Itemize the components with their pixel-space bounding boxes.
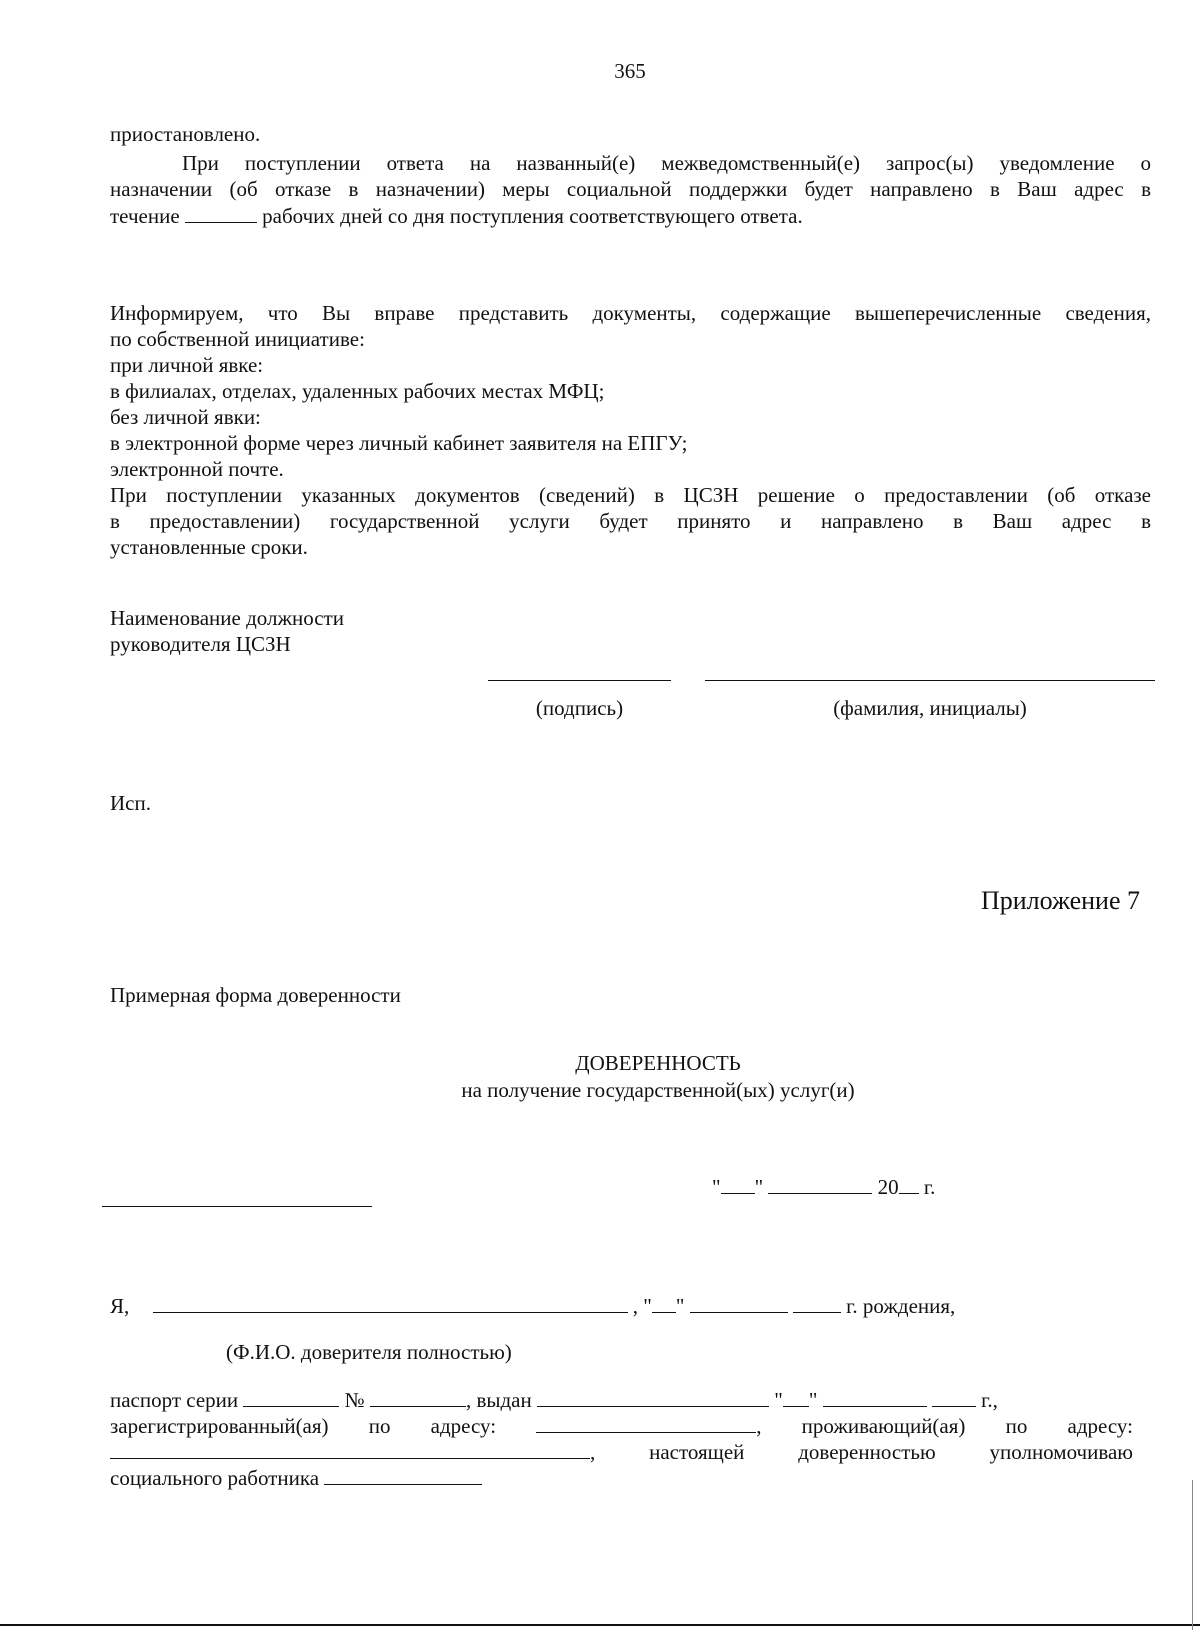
number-label: № <box>344 1388 365 1412</box>
registered-comma: , <box>756 1414 762 1438</box>
issued-by-blank[interactable] <box>537 1386 769 1407</box>
inform-line7: электронной почте. <box>110 457 284 481</box>
date-month-blank[interactable] <box>768 1173 872 1194</box>
scan-bottom-edge <box>0 1624 1200 1626</box>
principal-fio-blank[interactable] <box>153 1292 628 1313</box>
appendix-title: Приложение 7 <box>980 886 1140 915</box>
living-po: по <box>1005 1414 1028 1438</box>
authorize-word-3: уполномочиваю <box>989 1440 1133 1464</box>
date-quote-close: " <box>754 1175 764 1199</box>
inform-line5: без личной явки: <box>110 405 261 429</box>
birth-quote-close: " <box>675 1294 685 1318</box>
position-line1: Наименование должности <box>110 606 344 630</box>
inform-line1: Информируем, что Вы вправе представить документы, содержащие вышеперечисленные сведения, <box>110 301 1151 325</box>
name-line[interactable] <box>705 680 1155 681</box>
living-address-label: адресу: <box>1067 1414 1133 1438</box>
notice-para1-line1: При поступлении ответа на названный(е) межведомственный(е) запрос(ы) уведомление о <box>182 151 1151 175</box>
authorize-line <box>110 1438 1133 1465</box>
scan-right-edge <box>1192 1480 1193 1630</box>
notice-para1-line3-b: рабочих дней со дня поступления соответствующего ответа. <box>262 204 803 228</box>
birth-quote-open: " <box>643 1294 652 1318</box>
registered-address-blank[interactable] <box>536 1412 756 1433</box>
passport-line <box>110 1386 1133 1413</box>
social-worker-blank[interactable] <box>324 1464 482 1485</box>
living-comma: , <box>590 1440 596 1464</box>
executor-label: Исп. <box>110 791 151 815</box>
place-line[interactable] <box>102 1206 372 1207</box>
issue-year-abbr: г., <box>981 1388 998 1412</box>
issued-label: , выдан <box>465 1388 532 1412</box>
issue-month-blank[interactable] <box>823 1386 927 1407</box>
notice-para1-line3 <box>110 202 1151 229</box>
birth-month-blank[interactable] <box>690 1292 788 1313</box>
date-year-prefix: 20 <box>877 1175 899 1199</box>
social-worker-line <box>110 1464 482 1491</box>
inform-line6: в электронной форме через личный кабинет заявителя на ЕПГУ; <box>110 431 688 455</box>
doc-subtitle: на получение государственной(ых) услуг(и) <box>461 1078 855 1102</box>
birth-day-blank[interactable] <box>652 1292 676 1313</box>
social-worker-label: социального работника <box>110 1466 320 1490</box>
position-line2: руководителя ЦСЗН <box>110 632 291 656</box>
principal-line <box>110 1292 955 1319</box>
page-number: 365 <box>614 59 646 83</box>
name-caption: (фамилия, инициалы) <box>833 696 1027 720</box>
passport-number-blank[interactable] <box>370 1386 466 1407</box>
date-year-suffix: г. <box>923 1175 936 1199</box>
date-quote-open: " <box>712 1175 721 1199</box>
notice-line1: приостановлено. <box>110 122 261 146</box>
registered-po: по <box>368 1414 391 1438</box>
form-name: Примерная форма доверенности <box>110 983 401 1007</box>
doc-title: ДОВЕРЕННОСТЬ <box>575 1051 741 1075</box>
registered-address-label: адресу: <box>430 1414 497 1438</box>
passport-label: паспорт серии <box>110 1388 239 1412</box>
signature-line[interactable] <box>488 680 671 681</box>
living-label: проживающий(ая) <box>801 1414 966 1438</box>
passport-series-blank[interactable] <box>243 1386 339 1407</box>
issue-day-blank[interactable] <box>783 1386 809 1407</box>
address-line <box>110 1412 1133 1439</box>
living-address-blank[interactable] <box>110 1438 590 1459</box>
issue-quote-close: " <box>808 1388 818 1412</box>
issue-year-blank[interactable] <box>932 1386 976 1407</box>
registered-label: зарегистрированный(ая) <box>110 1414 329 1438</box>
birth-comma: , <box>632 1294 639 1318</box>
birth-year-blank[interactable] <box>793 1292 841 1313</box>
issue-quote-open: " <box>774 1388 783 1412</box>
birth-suffix: г. рождения, <box>846 1294 956 1318</box>
inform-line2: по собственной инициативе: <box>110 327 365 351</box>
authorize-word-2: доверенностью <box>798 1440 936 1464</box>
signature-caption: (подпись) <box>535 696 624 720</box>
date-year-blank[interactable] <box>899 1173 919 1194</box>
date-day-blank[interactable] <box>721 1173 755 1194</box>
inform-line8: При поступлении указанных документов (сведений) в ЦСЗН решение о предоставлении (об отказе <box>110 483 1151 507</box>
inform-line9: в предоставлении) государственной услуги будет принято и направлено в Ваш адрес в <box>110 509 1151 533</box>
notice-para1-line3-a: течение <box>110 204 180 228</box>
inform-line4: в филиалах, отделах, удаленных рабочих местах МФЦ; <box>110 379 605 403</box>
days-blank[interactable] <box>185 202 257 223</box>
i-label: Я, <box>110 1294 130 1318</box>
fio-caption: (Ф.И.О. доверителя полностью) <box>226 1340 512 1364</box>
inform-line10: установленные сроки. <box>110 535 308 559</box>
date-field <box>712 1173 935 1200</box>
inform-line3: при личной явке: <box>110 353 264 377</box>
authorize-word-1: настоящей <box>649 1440 745 1464</box>
notice-para1-line2: назначении (об отказе в назначении) меры социальной поддержки будет направлено в Ваш адрес в <box>110 177 1151 201</box>
